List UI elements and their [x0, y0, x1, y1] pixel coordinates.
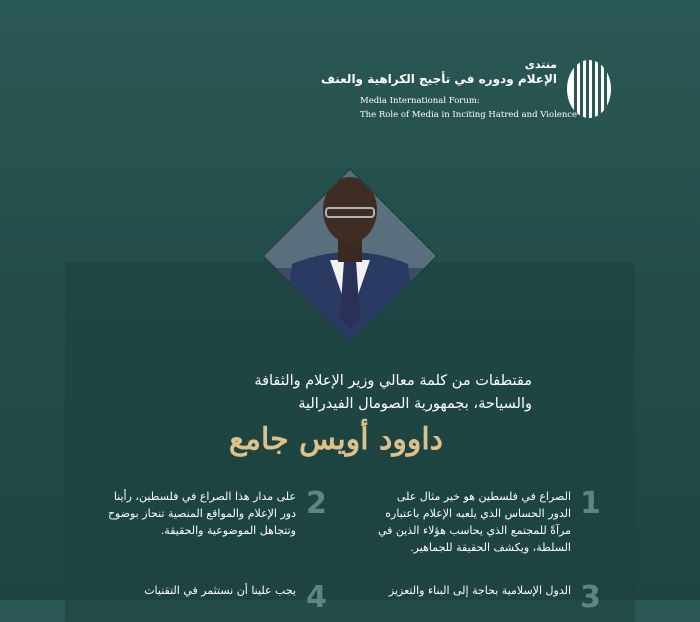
- point-text: على مدار هذا الصراع في فلسطين، رأينا دور الإعلام والمواقع المنصية تنحاز بوضوح وتتجاهل الموضوعية والحقيقة.: [107, 490, 296, 537]
- point-text: الصراع في فلسطين هو خير مثال على الدور الحساس الذي يلعبه الإعلام باعتباره مرآةً للمجتمع الذي يحاسب هؤلاء الذين في السلطة، ويكشف الحقيقة للجماهير.: [377, 490, 571, 554]
- speaker-portrait: [262, 168, 438, 344]
- intro-line-2: والسياحة، بجمهورية الصومال الفيدرالية: [298, 396, 532, 412]
- forum-logo: [320, 58, 615, 128]
- logo-english-line2: The Role of Media in Inciting Hatred and Violence: [360, 110, 578, 120]
- point-text: يجب علينا أن نستثمر في التقنيات: [144, 584, 296, 597]
- point-number: 4: [306, 580, 327, 615]
- point-number: 2: [306, 486, 327, 521]
- speech-intro: [120, 370, 532, 416]
- speaker-name: داوود أويس جامع: [228, 422, 444, 457]
- point-number: 1: [580, 486, 601, 521]
- point-number: 3: [580, 580, 601, 615]
- logo-arabic-title: الإعلام ودوره في تأجيج الكراهية والعنف: [320, 72, 557, 86]
- intro-line-1: مقتطفات من كلمة معالي وزير الإعلام والثقافة: [254, 373, 532, 389]
- logo-english-line1: Media International Forum:: [360, 96, 480, 106]
- logo-arabic-label: منتدى: [524, 58, 557, 71]
- point-text: الدول الإسلامية بحاجة إلى البناء والتعزيز: [388, 584, 571, 597]
